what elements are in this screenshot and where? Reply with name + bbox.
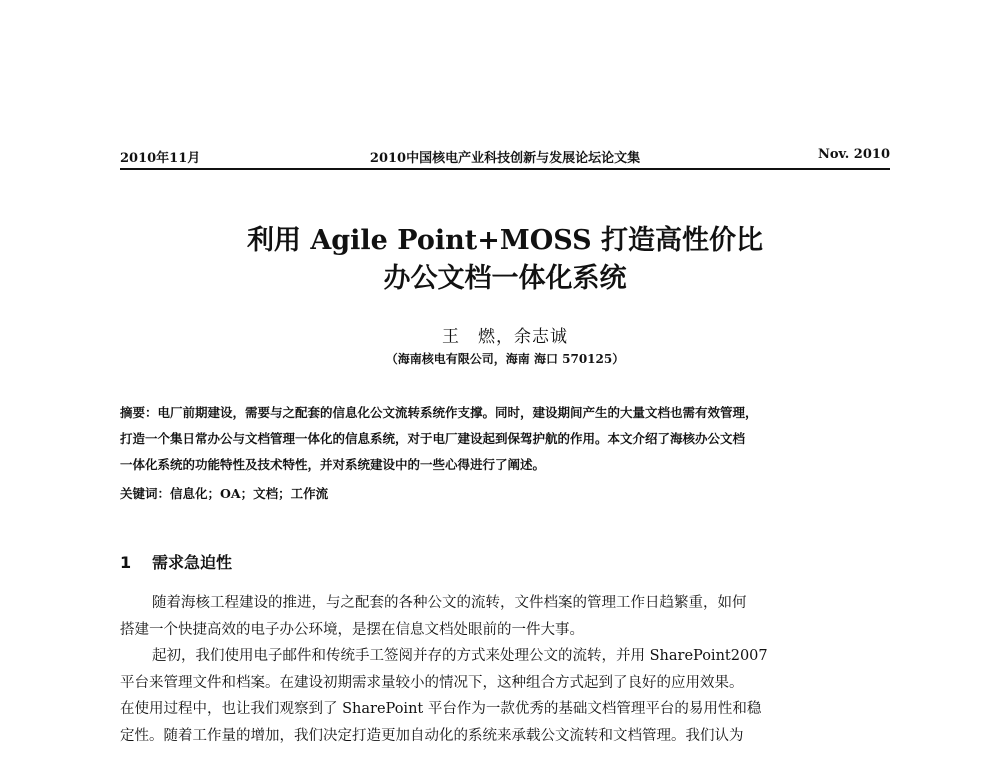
header-proceedings-title: 2010中国核电产业科技创新与发展论坛论文集 <box>369 151 641 166</box>
section-number: 1 <box>120 553 132 572</box>
header-date: 2010年11月 <box>120 151 201 166</box>
paragraph-line: 搭建一个快捷高效的电子办公环境，是摆在信息文档处眼前的一件大事。 <box>120 621 584 638</box>
running-header <box>120 145 890 167</box>
header-divider <box>120 168 890 170</box>
abstract <box>120 400 890 478</box>
abstract-line: 摘要：电厂前期建设，需要与之配套的信息化公文流转系统作支撑。同时，建设期间产生的大量文档也需有效管理， <box>120 405 758 420</box>
header-date-english: Nov. 2010 <box>817 147 890 162</box>
keywords: 关键词：信息化；OA；文档；工作流 <box>120 486 329 501</box>
title-line-1: 利用 Agile Point+MOSS 打造高性价比 <box>246 225 764 256</box>
title-line-2: 办公文档一体化系统 <box>383 263 627 294</box>
paragraph-line: 平台来管理文件和档案。在建设初期需求量较小的情况下，这种组合方式起到了良好的应用效果。 <box>120 674 744 691</box>
paragraph-line: 定性。随着工作量的增加，我们决定打造更加自动化的系统来承载公文流转和文档管理。我们认为 <box>120 727 744 744</box>
body-text <box>120 590 890 749</box>
author-affiliation: （海南核电有限公司，海南 海口 570125） <box>385 352 625 366</box>
author-list: 王 燃，余志诚 <box>442 327 568 347</box>
paragraph-line: 在使用过程中，也让我们观察到了 SharePoint 平台作为一款优秀的基础文档管理平台的易用性和稳 <box>120 701 762 717</box>
abstract-line: 打造一个集日常办公与文档管理一体化的信息系统，对于电厂建设起到保驾护航的作用。本文介绍了海核办公文档 <box>120 431 746 446</box>
section-title: 需求急迫性 <box>152 553 233 572</box>
section-heading <box>120 550 232 573</box>
abstract-line: 一体化系统的功能特性及技术特性，并对系统建设中的一些心得进行了阐述。 <box>120 457 546 472</box>
paper-title <box>120 222 890 298</box>
paragraph-line: 随着海核工程建设的推进，与之配套的各种公文的流转，文件档案的管理工作日趋繁重，如何 <box>152 595 747 611</box>
paragraph-line: 起初，我们使用电子邮件和传统手工签阅并存的方式来处理公文的流转，并用 SharePoint2007 <box>152 648 768 664</box>
